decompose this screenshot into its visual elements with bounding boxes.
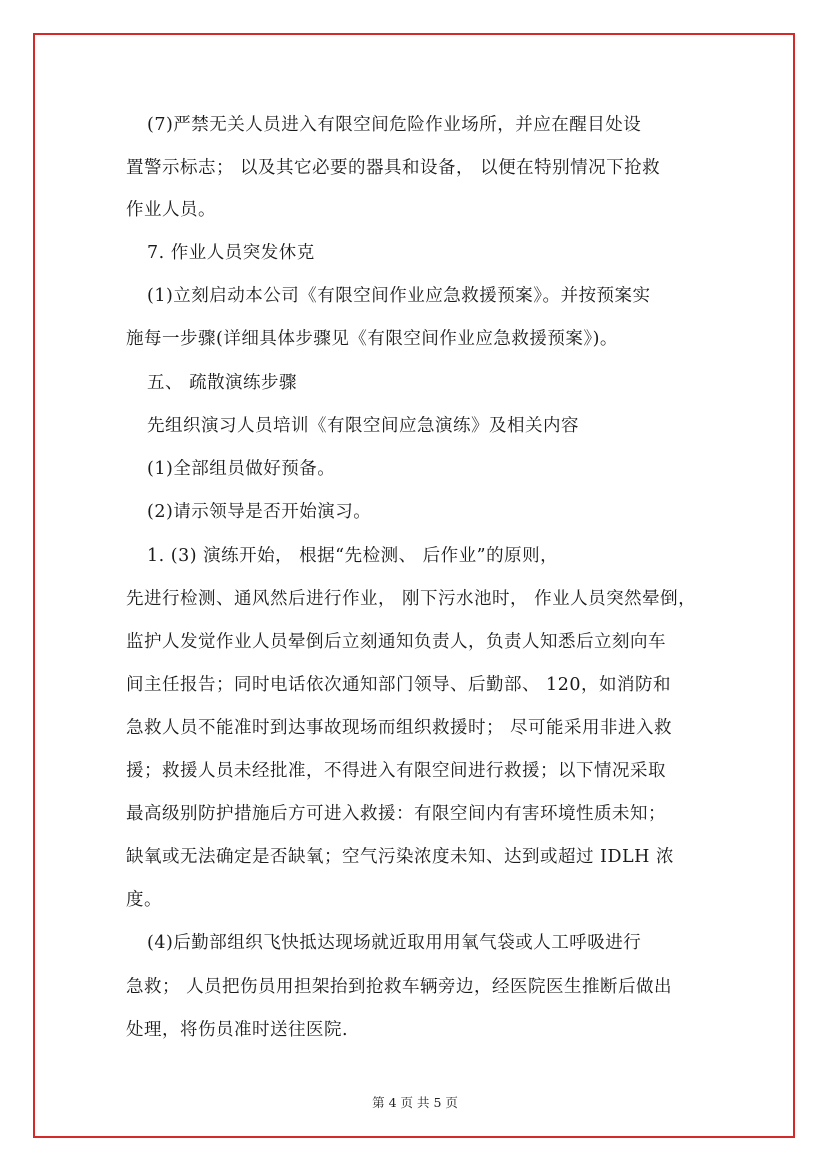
text-line: 置警示标志； 以及其它必要的器具和设备， 以便在特别情况下抢救 xyxy=(126,158,661,178)
text-line: (1)全部组员做好预备。 xyxy=(147,459,336,479)
text-line: 监护人发觉作业人员晕倒后立刻通知负责人，负责人知悉后立刻向车 xyxy=(126,632,666,652)
text-line: 急救； 人员把伤员用担架抬到抢救车辆旁边，经医院医生推断后做出 xyxy=(126,977,673,997)
text-line: 先组织演习人员培训《有限空间应急演练》及相关内容 xyxy=(147,416,579,436)
text-line: 施每一步骤(详细具体步骤见《有限空间作业应急救援预案》)。 xyxy=(126,329,618,349)
text-line: 处理，将伤员准时送往医院. xyxy=(126,1020,349,1040)
text-line: (2)请示领导是否开始演习。 xyxy=(147,502,372,522)
text-line: (1)立刻启动本公司《有限空间作业应急救援预案》。并按预案实 xyxy=(147,286,651,306)
text-line: 间主任报告；同时电话依次通知部门领导、后勤部、 120，如消防和 xyxy=(126,675,671,695)
text-line: 急救人员不能准时到达事故现场而组织救援时； 尽可能采用非进入救 xyxy=(126,718,673,738)
text-line: 缺氧或无法确定是否缺氧；空气污染浓度未知、达到或超过 IDLH 浓 xyxy=(126,847,674,867)
text-line: 援；救援人员未经批准，不得进入有限空间进行救援；以下情况采取 xyxy=(126,761,666,781)
section-heading: 五、 疏散演练步骤 xyxy=(147,373,298,393)
text-line: (4)后勤部组织飞快抵达现场就近取用用氧气袋或人工呼吸进行 xyxy=(147,933,642,953)
text-line: 作业人员。 xyxy=(126,200,216,220)
text-line: (7)严禁无关人员进入有限空间危险作业场所，并应在醒目处设 xyxy=(147,115,642,135)
text-line: 先进行检测、通风然后进行作业， 刚下污水池时， 作业人员突然晕倒， xyxy=(126,589,697,609)
page-footer: 第 4 页 共 5 页 xyxy=(372,1095,458,1110)
text-line: 1. (3) 演练开始， 根据“先检测、 后作业”的原则， xyxy=(147,546,559,566)
section-heading: 7. 作业人员突发休克 xyxy=(147,243,315,263)
text-line: 度。 xyxy=(126,890,162,910)
text-line: 最高级别防护措施后方可进入救援：有限空间内有害环境性质未知； xyxy=(126,804,666,824)
